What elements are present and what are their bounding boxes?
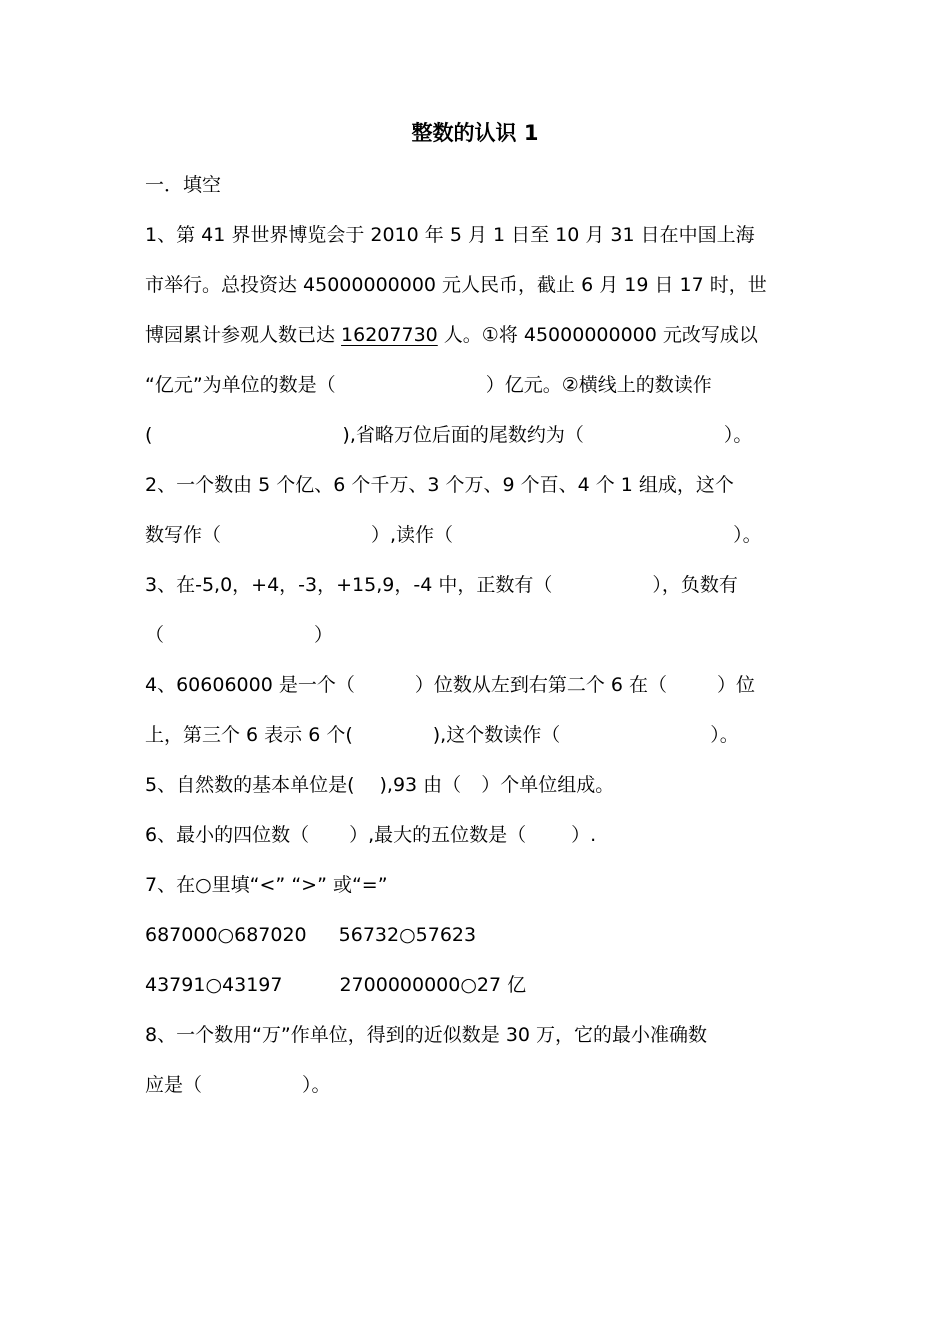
q1-line-3-before: 博园累计参观人数已达 — [145, 324, 342, 346]
q8-line-1: 8、一个数用“万”作单位，得到的近似数是 30 万，它的最小准确数 — [145, 1024, 708, 1046]
q3-line-1-a: 3、在-5,0，+4，-3，+15,9，-4 中，正数有（ — [145, 574, 553, 596]
q3-line-2-a: （ — [145, 624, 165, 646]
q6-c: ）. — [571, 824, 597, 846]
q1-line-3 — [145, 320, 810, 350]
q3-line-2-b: ） — [314, 624, 334, 646]
q1-line-5-a: ( — [145, 424, 153, 446]
q4-line-2 — [145, 720, 810, 750]
q4-line-1-b: ）位数从左到右第二个 6 在（ — [414, 674, 668, 696]
q7-row-2-b: 2700000000○27 亿 — [339, 974, 527, 996]
q6-line — [145, 820, 810, 850]
q2-line-2-c: ）。 — [733, 524, 762, 546]
page-title: 整数的认识 1 — [411, 121, 539, 145]
q5-b: ),93 由（ — [379, 774, 462, 796]
section-heading: 一．填空 — [145, 174, 222, 196]
q4-line-2-c: ）。 — [710, 724, 739, 746]
q1-line-4-a: “亿元”为单位的数是（ — [145, 374, 336, 396]
q7-line-1: 7、在○里填“<” “>” 或“=” — [145, 874, 388, 896]
q1-underlined-number: 16207730 — [341, 324, 438, 346]
q2-line-2 — [145, 520, 810, 550]
q4-line-2-a: 上，第三个 6 表示 6 个( — [145, 724, 353, 746]
q5-line — [145, 770, 810, 800]
q3-line-1-b: ），负数有 — [652, 574, 738, 596]
q6-b: ）,最大的五位数是（ — [349, 824, 527, 846]
q8-line-2 — [145, 1070, 810, 1100]
q7-row-1 — [145, 920, 810, 950]
q1-line-5 — [145, 420, 810, 450]
q5-c: ）个单位组成。 — [481, 774, 615, 796]
q1-line-4 — [145, 370, 810, 400]
q7-row-1-b: 56732○57623 — [338, 924, 477, 946]
q4-line-1-a: 4、60606000 是一个（ — [145, 674, 355, 696]
q7-row-2-a: 43791○43197 — [145, 974, 283, 996]
q6-a: 6、最小的四位数（ — [145, 824, 310, 846]
q4-line-1 — [145, 670, 810, 700]
q2-line-1: 2、一个数由 5 个亿、6 个千万、3 个万、9 个百、4 个 1 组成，这个 — [145, 474, 734, 496]
q1-line-3-after: 人。①将 45000000000 元改写成以 — [437, 324, 758, 346]
q8-line-2-b: ）。 — [302, 1074, 331, 1096]
q1-line-5-c: ）。 — [723, 424, 753, 446]
q2-line-2-b: ）,读作（ — [371, 524, 454, 546]
q1-line-2: 市举行。总投资达 45000000000 元人民币，截止 6 月 19 日 17 时，世 — [145, 274, 767, 296]
q3-line-2 — [145, 620, 810, 650]
q2-line-2-a: 数写作（ — [145, 524, 222, 546]
q8-line-2-a: 应是（ — [145, 1074, 203, 1096]
q4-line-1-c: ）位 — [717, 674, 756, 696]
q1-line-4-b: ）亿元。②横线上的数读作 — [485, 374, 712, 396]
q1-line-1-text: 1、第 41 界世界博览会于 2010 年 5 月 1 日至 10 月 31 日在中国上海 — [145, 224, 755, 246]
q1-line-1 — [145, 220, 810, 250]
q4-line-2-b: ),这个数读作（ — [432, 724, 561, 746]
q7-row-2 — [145, 970, 810, 1000]
q3-line-1 — [145, 570, 810, 600]
q1-line-5-b: ),省略万位后面的尾数约为（ — [342, 424, 584, 446]
q5-a: 5、自然数的基本单位是( — [145, 774, 355, 796]
q7-row-1-a: 687000○687020 — [145, 924, 307, 946]
